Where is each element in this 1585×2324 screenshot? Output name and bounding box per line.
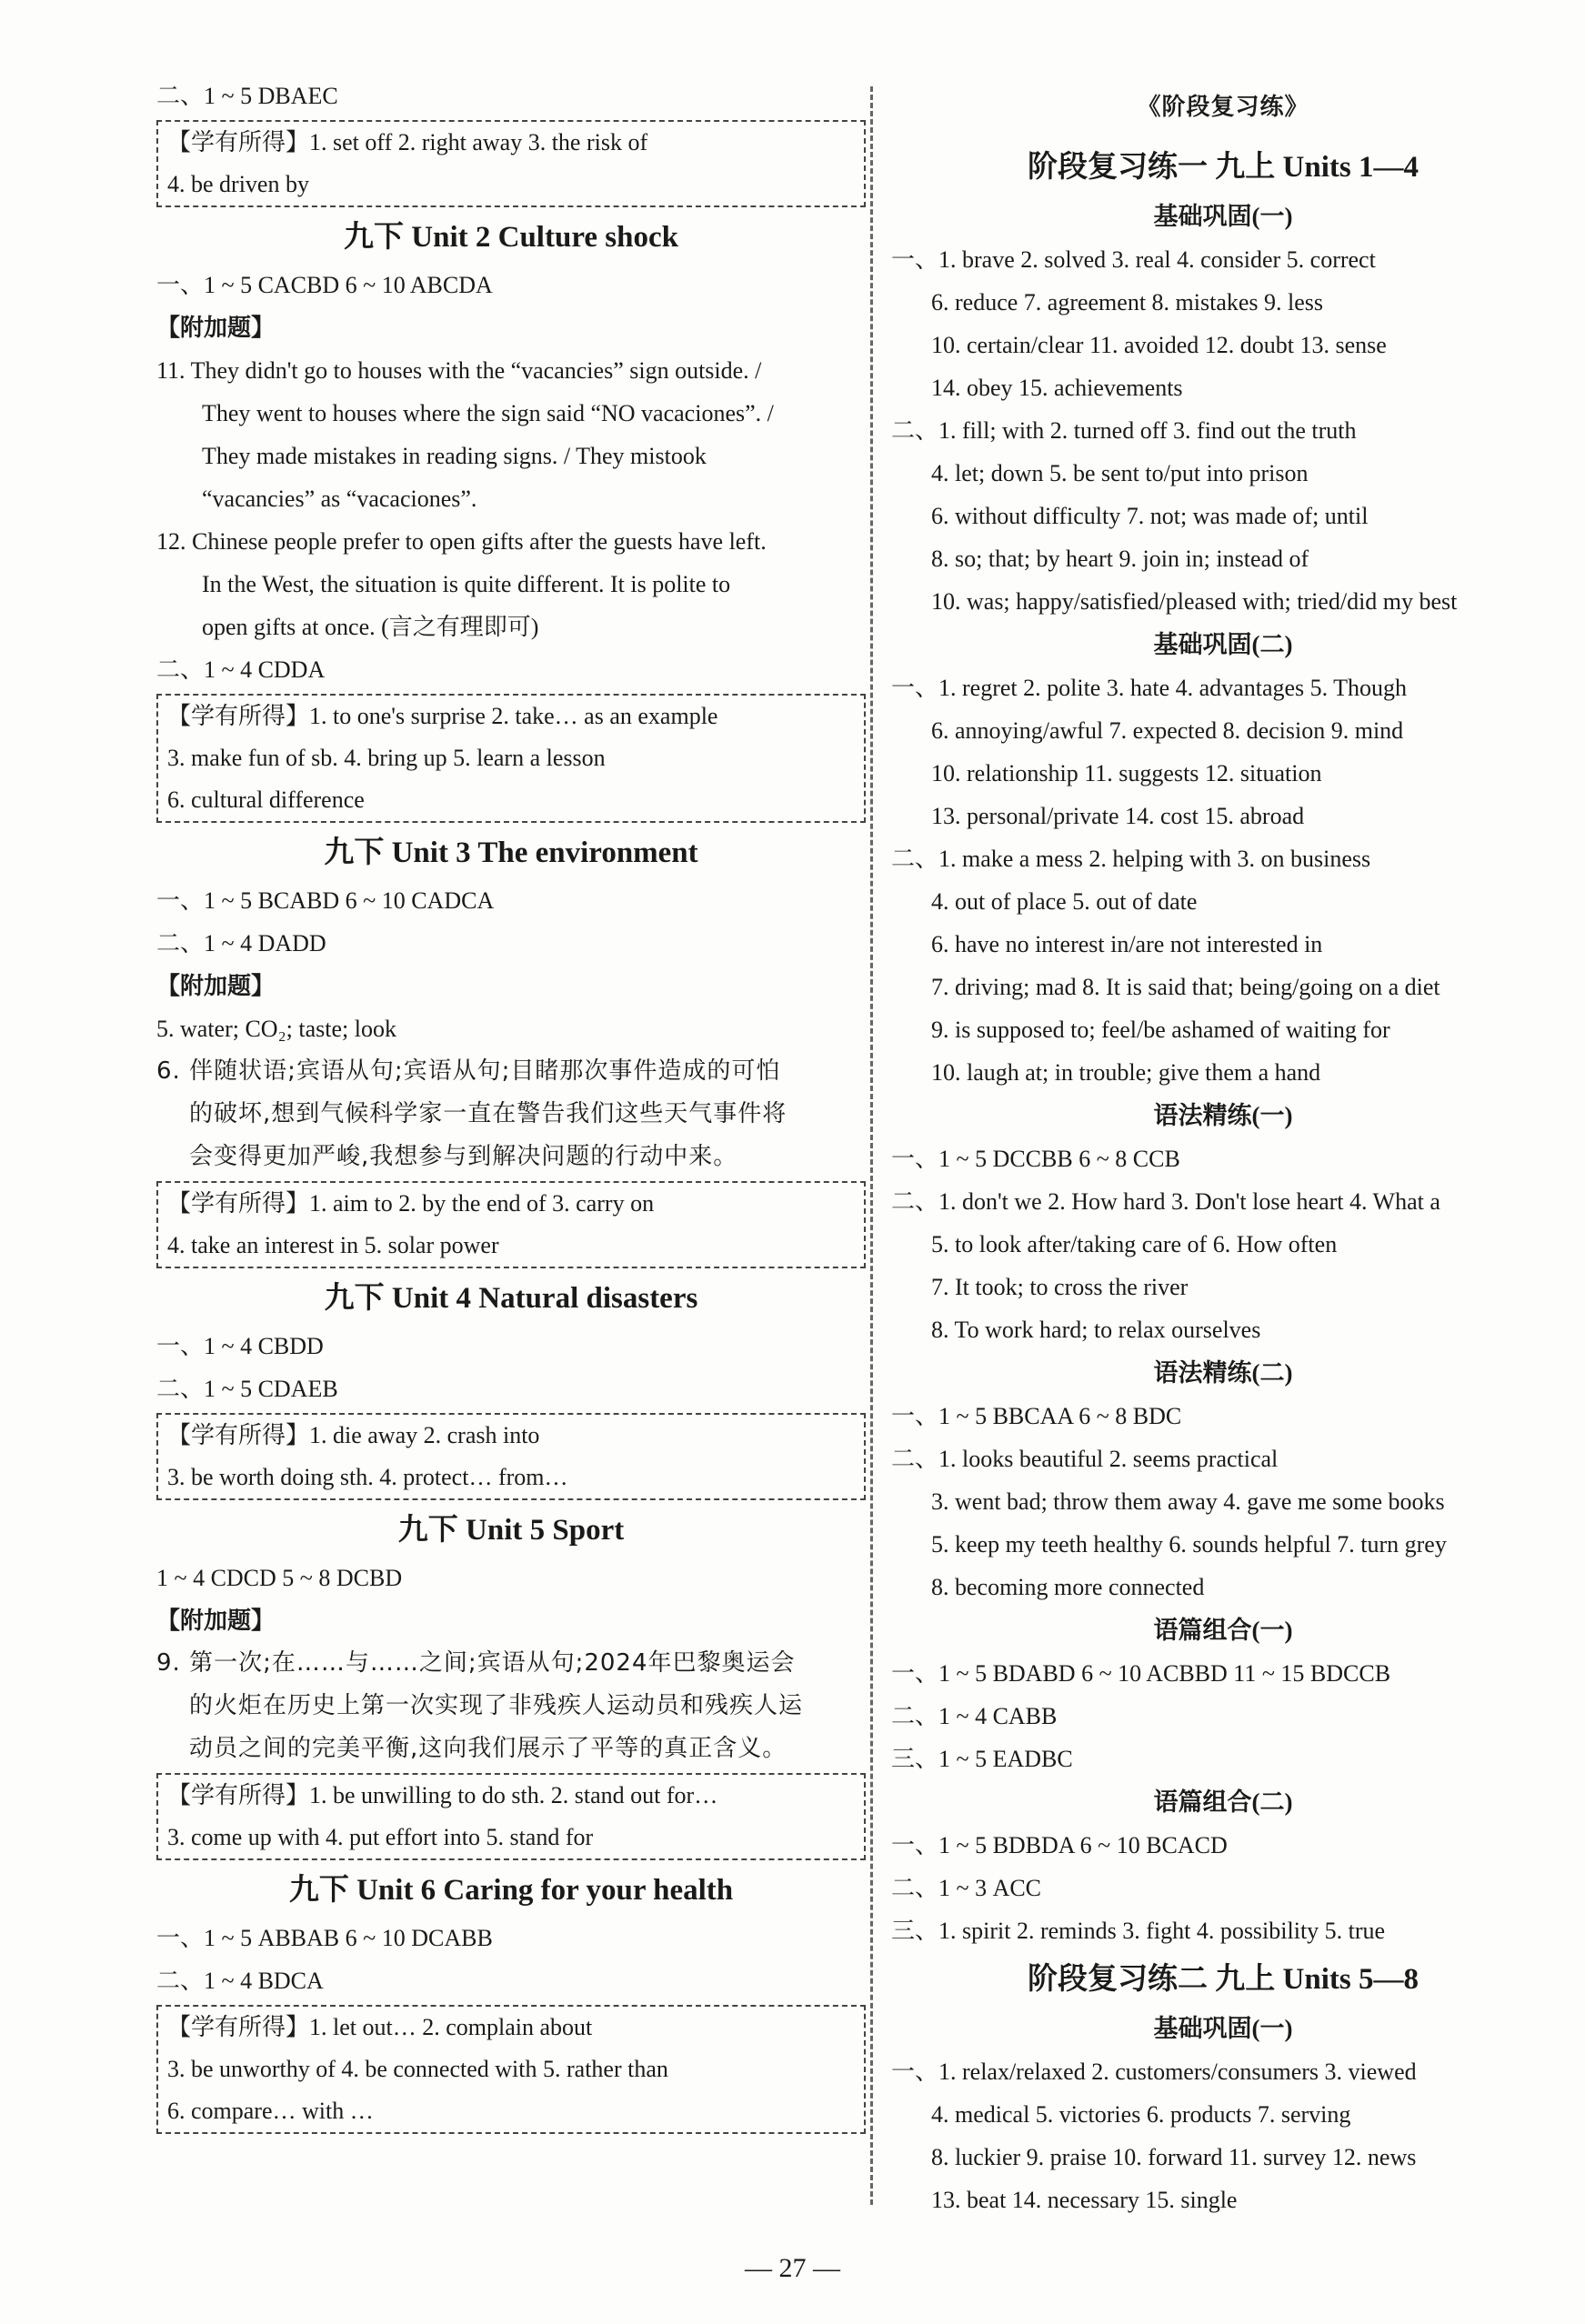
answer-line: 一、1 ~ 5 BCABD 6 ~ 10 CADCA (156, 887, 495, 914)
paragraph-line: 的火炬在历史上第一次实现了非残疾人运动员和残疾人运 (189, 1692, 804, 1719)
answer-line: 4. out of place 5. out of date (931, 888, 1198, 915)
answer-paragraph (156, 520, 866, 648)
answer-line: 5. to look after/taking care of 6. How often (931, 1231, 1338, 1257)
paragraph-line: 的破坏,想到气候科学家一直在警告我们这些天气事件将 (189, 1100, 787, 1127)
learned-box (156, 1413, 866, 1500)
answer-line: 一、1. brave 2. solved 3. real 4. consider 5. correct (891, 246, 1376, 273)
answer-line: 二、1 ~ 3 ACC (891, 1875, 1042, 1901)
answer-line: 一、1 ~ 5 BDABD 6 ~ 10 ACBBD 11 ~ 15 BDCCB (891, 1660, 1391, 1687)
answer-line: 二、1 ~ 5 CDAEB (156, 1376, 338, 1402)
answer-line: 一、1 ~ 5 ABBAB 6 ~ 10 DCABB (156, 1925, 493, 1951)
answer-line: 7. It took; to cross the river (931, 1274, 1189, 1300)
paragraph-line: They went to houses where the sign said “NO vacaciones”. / (202, 400, 774, 426)
subsection-heading: 基础巩固(一) (1153, 203, 1293, 230)
learned-box (156, 1181, 866, 1268)
answer-line: 二、1 ~ 5 DBAEC (156, 83, 338, 109)
answer-line: 14. obey 15. achievements (931, 375, 1183, 401)
page-number: — 27 — (745, 2253, 840, 2283)
answer-line: 二、1. fill; with 2. turned off 3. find out the truth (891, 417, 1357, 444)
answer-line: 二、1 ~ 4 CABB (891, 1703, 1058, 1729)
answer-line: 一、1 ~ 5 BDBDA 6 ~ 10 BCACD (891, 1832, 1228, 1858)
learned-box (156, 694, 866, 823)
answer-line: 3. went bad; throw them away 4. gave me some books (931, 1488, 1445, 1515)
answer-line: 10. was; happy/satisfied/pleased with; tried/did my best (931, 588, 1458, 615)
paragraph-line: “vacancies” as “vacaciones”. (202, 486, 477, 512)
box-line: 【学有所得】1. die away 2. crash into (167, 1422, 540, 1448)
subsection-heading: 基础巩固(一) (1153, 2015, 1293, 2042)
right-column (891, 75, 1555, 2221)
unit-heading: 九下 Unit 4 Natural disasters (324, 1282, 698, 1315)
answer-line: 5. water; CO₂; taste; look (156, 1016, 396, 1042)
extra-questions-label: 【附加题】 (156, 973, 276, 999)
answer-line: 6. reduce 7. agreement 8. mistakes 9. less (931, 289, 1324, 316)
answer-line: 9. is supposed to; feel/be ashamed of waiting for (931, 1017, 1390, 1043)
answer-line: 二、1. don't we 2. How hard 3. Don't lose heart 4. What a (891, 1188, 1440, 1215)
answer-block (891, 1395, 1555, 1608)
answer-line: 13. beat 14. necessary 15. single (931, 2187, 1238, 2213)
answer-line: 一、1 ~ 4 CBDD (156, 1333, 324, 1359)
answer-line: 二、1 ~ 4 CDDA (156, 656, 326, 683)
answer-line: 4. let; down 5. be sent to/put into prison (931, 460, 1309, 486)
answer-line: 8. becoming more connected (931, 1574, 1205, 1600)
answer-line: 一、1 ~ 5 DCCBB 6 ~ 8 CCB (891, 1146, 1180, 1172)
answer-line: 一、1. relax/relaxed 2. customers/consumers 3. viewed (891, 2059, 1417, 2085)
answer-line: 8. luckier 9. praise 10. forward 11. survey 12. news (931, 2144, 1417, 2170)
answer-line: 7. driving; mad 8. It is said that; being/going on a diet (931, 974, 1440, 1000)
box-line: 6. cultural difference (167, 786, 365, 813)
box-line: 3. be unworthy of 4. be connected with 5. rather than (167, 2056, 668, 2082)
answer-block (891, 1137, 1555, 1351)
answer-line: 10. relationship 11. suggests 12. situation (931, 760, 1322, 786)
box-line: 【学有所得】1. to one's surprise 2. take… as an example (167, 703, 718, 729)
answer-line: 二、1. make a mess 2. helping with 3. on business (891, 846, 1371, 872)
subsection-heading: 语法精练(一) (1153, 1102, 1293, 1129)
answer-line: 三、1. spirit 2. reminds 3. fight 4. possibility 5. true (891, 1918, 1386, 1944)
unit-heading: 九下 Unit 2 Culture shock (344, 221, 678, 254)
answer-line: 6. have no interest in/are not interested in (931, 931, 1323, 957)
section-title: 《阶段复习练》 (1137, 94, 1309, 121)
learned-box (156, 2005, 866, 2134)
paragraph-line: In the West, the situation is quite different. It is polite to (202, 571, 731, 597)
paragraph-line: open gifts at once. (言之有理即可) (202, 614, 539, 640)
column-divider (870, 86, 873, 2205)
box-line: 4. be driven by (167, 171, 309, 197)
box-line: 3. make fun of sb. 4. bring up 5. learn a lesson (167, 745, 606, 771)
paragraph-line: 动员之间的完美平衡,这向我们展示了平等的真正含义。 (189, 1735, 787, 1762)
answer-line: 8. so; that; by heart 9. join in; instead of (931, 546, 1309, 572)
box-line: 【学有所得】1. let out… 2. complain about (167, 2014, 593, 2040)
learned-box (156, 120, 866, 207)
answer-block (891, 1652, 1555, 1780)
answer-paragraph (156, 349, 866, 520)
subsection-heading: 基础巩固(二) (1153, 631, 1293, 658)
paragraph-line: They made mistakes in reading signs. / They mistook (202, 443, 707, 469)
stage-heading: 阶段复习练二 九上 Units 5—8 (1028, 1963, 1419, 1996)
answer-block (891, 1824, 1555, 1952)
box-line: 【学有所得】1. aim to 2. by the end of 3. carry on (167, 1190, 655, 1217)
answer-block (891, 238, 1555, 623)
left-column (156, 75, 866, 2138)
paragraph-line: 6. 伴随状语;宾语从句;宾语从句;目睹那次事件造成的可怕 (156, 1057, 781, 1085)
answer-block (891, 666, 1555, 1094)
subsection-heading: 语篇组合(二) (1153, 1788, 1293, 1816)
paragraph-line: 会变得更加严峻,我想参与到解决问题的行动中来。 (189, 1143, 738, 1170)
answer-block (891, 2050, 1555, 2221)
answer-line: 一、1 ~ 5 BBCAA 6 ~ 8 BDC (891, 1403, 1182, 1429)
paragraph-line: 11. They didn't go to houses with the “vacancies” sign outside. / (156, 357, 762, 384)
subsection-heading: 语篇组合(一) (1153, 1617, 1293, 1644)
box-line: 3. come up with 4. put effort into 5. stand for (167, 1824, 594, 1850)
answer-line: 13. personal/private 14. cost 15. abroad (931, 803, 1305, 829)
answer-line: 4. medical 5. victories 6. products 7. serving (931, 2101, 1351, 2128)
answer-line: 一、1 ~ 5 CACBD 6 ~ 10 ABCDA (156, 272, 493, 298)
extra-questions-label: 【附加题】 (156, 1608, 276, 1634)
answer-line: 8. To work hard; to relax ourselves (931, 1317, 1261, 1343)
learned-box (156, 1773, 866, 1860)
stage-heading: 阶段复习练一 九上 Units 1—4 (1028, 151, 1419, 184)
box-line: 【学有所得】1. be unwilling to do sth. 2. stand out for… (167, 1782, 718, 1808)
unit-heading: 九下 Unit 6 Caring for your health (288, 1874, 734, 1907)
answer-line: 5. keep my teeth healthy 6. sounds helpful 7. turn grey (931, 1531, 1447, 1558)
answer-line: 6. without difficulty 7. not; was made of; until (931, 503, 1369, 529)
paragraph-line: 9. 第一次;在……与……之间;宾语从句;2024年巴黎奥运会 (156, 1649, 796, 1677)
box-line: 6. compare… with … (167, 2098, 374, 2124)
answer-paragraph (156, 1642, 866, 1770)
answer-line: 二、1 ~ 4 BDCA (156, 1968, 324, 1994)
answer-line: 10. certain/clear 11. avoided 12. doubt 13. sense (931, 332, 1387, 358)
answer-line: 10. laugh at; in trouble; give them a hand (931, 1059, 1321, 1086)
subsection-heading: 语法精练(二) (1153, 1359, 1293, 1387)
answer-line: 一、1. regret 2. polite 3. hate 4. advantages 5. Though (891, 675, 1408, 701)
box-line: 3. be worth doing sth. 4. protect… from… (167, 1464, 568, 1490)
box-line: 4. take an interest in 5. solar power (167, 1232, 499, 1258)
answer-line: 三、1 ~ 5 EADBC (891, 1746, 1073, 1772)
answer-line: 二、1. looks beautiful 2. seems practical (891, 1446, 1279, 1472)
unit-heading: 九下 Unit 3 The environment (324, 836, 698, 869)
answer-line: 二、1 ~ 4 DADD (156, 930, 326, 957)
unit-heading: 九下 Unit 5 Sport (397, 1514, 625, 1547)
box-line: 【学有所得】1. set off 2. right away 3. the risk of (167, 129, 648, 155)
paragraph-line: 12. Chinese people prefer to open gifts after the guests have left. (156, 528, 767, 555)
answer-paragraph (156, 1050, 866, 1178)
extra-questions-label: 【附加题】 (156, 315, 276, 341)
answer-line: 1 ~ 4 CDCD 5 ~ 8 DCBD (156, 1565, 403, 1591)
answer-line: 6. annoying/awful 7. expected 8. decision 9. mind (931, 717, 1404, 744)
